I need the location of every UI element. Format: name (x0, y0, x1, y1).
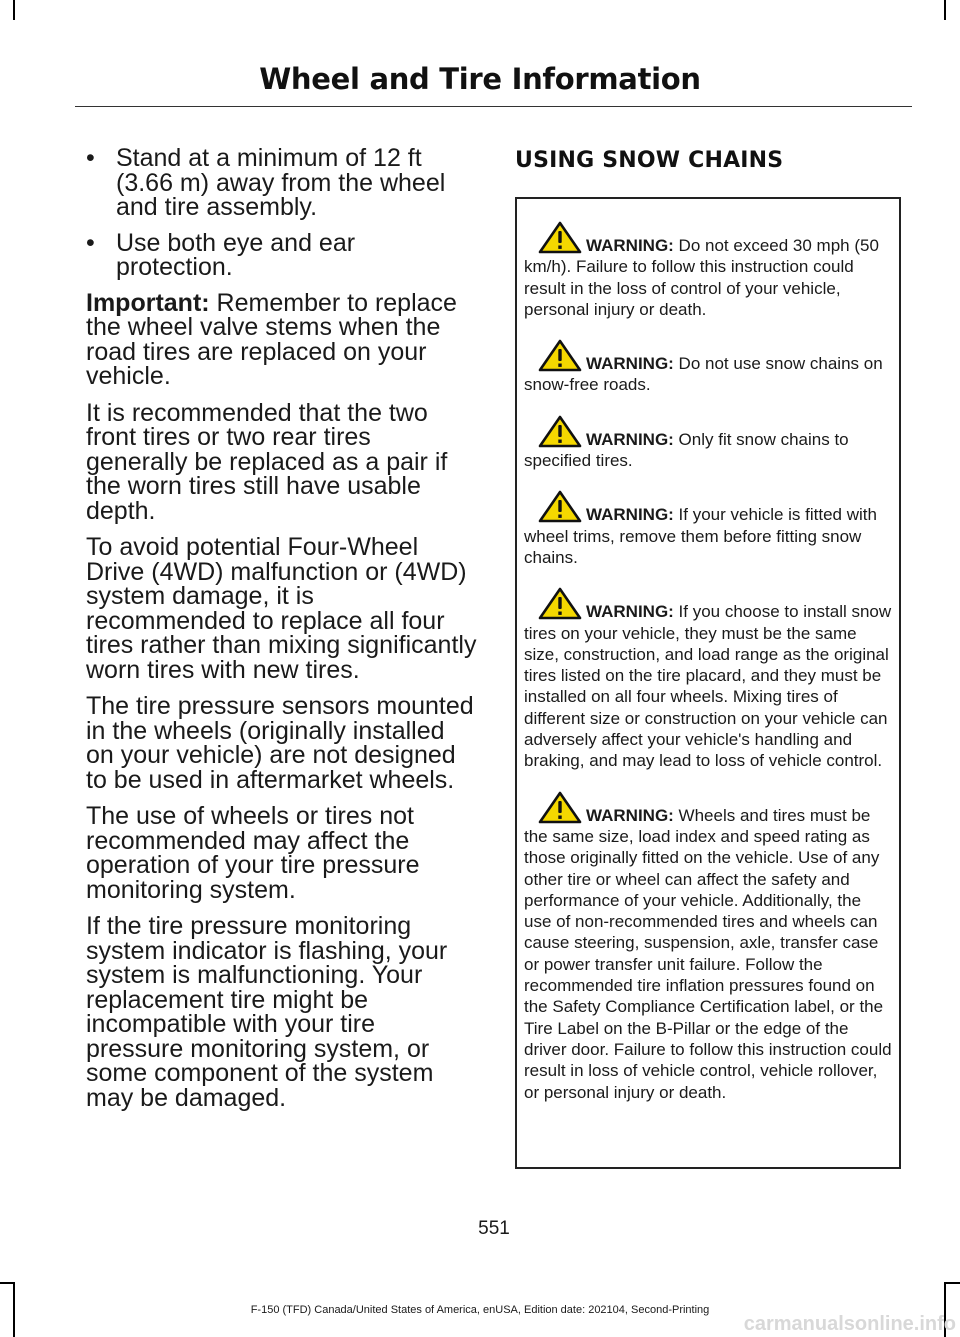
warning-item: WARNING: Do not use snow chains on snow-free roads. (524, 339, 893, 396)
paragraph: To avoid potential Four-Wheel Drive (4WD) malfunction or (4WD) system damage, it is recommended to replace all four tires rather than mixing significantly worn tires with new tires. (86, 533, 477, 684)
page-number: 551 (478, 1218, 510, 1239)
list-item: • Stand at a minimum of 12 ft (3.66 m) away from the wheel and tire assembly. (86, 144, 446, 221)
paragraph: If the tire pressure monitoring system indicator is flashing, your system is malfunctioning. Your replacement tire might be incompatible with your tire pressure monitoring system, or some component of the system may be damaged. (86, 912, 448, 1112)
page-title: Wheel and Tire Information (259, 62, 701, 96)
warning-box (515, 197, 901, 1169)
edition-footer: F-150 (TFD) Canada/United States of America, enUSA, Edition date: 202104, Second-Printing (250, 1304, 710, 1316)
important-note: Important: Remember to replace the wheel valve stems when the road tires are replaced on your vehicle. (86, 288, 457, 390)
warning-triangle-icon (538, 490, 582, 524)
warning-item: WARNING: Do not exceed 30 mph (50 km/h). Failure to follow this instruction could result in the loss of control of your vehicle, personal injury or death. (524, 221, 893, 320)
warning-item: WARNING: Wheels and tires must be the same size, load index and speed rating as those originally fitted on the vehicle. Use of any other tire or wheel can affect the safety and performance of your vehicle. Additionally, the use of non-recommended tires and wheels can cause steering, suspension, axle, transfer case or power transfer unit failure. Follow the recommended tire inflation pressures found on the Safety Compliance Certification label, or the Tire Label on the B-Pillar or the edge of the driver door. Failure to follow this instruction could result in loss of vehicle control, vehicle rollover, or personal injury or death. (524, 791, 893, 1103)
crop-mark-bottom-right-h (944, 1282, 960, 1284)
warning-triangle-icon (538, 221, 582, 255)
warning-triangle-icon (538, 415, 582, 449)
paragraph: The use of wheels or tires not recommended may affect the operation of your tire pressure monitoring system. (86, 802, 420, 904)
crop-mark-top-left (13, 0, 15, 20)
warning-item: WARNING: If you choose to install snow tires on your vehicle, they must be the same size, construction, and load range as the original tires listed on the tire placard, and they must be installed on all four wheels. Mixing tires of different size or construction on your vehicle can adversely affect your vehicle's handling and braking, and may lead to loss of vehicle control. (524, 587, 893, 771)
list-item: • Use both eye and ear protection. (86, 228, 356, 281)
crop-mark-top-right (944, 0, 946, 20)
important-label: Important: (86, 288, 210, 317)
watermark: carmanualsonline.info (743, 1313, 956, 1335)
header-divider (75, 106, 912, 107)
warning-triangle-icon (538, 791, 582, 825)
crop-mark-bottom-left-h (0, 1282, 15, 1284)
paragraph: It is recommended that the two front tires or two rear tires generally be replaced as a pair if the worn tires still have usable depth. (86, 398, 448, 525)
warning-triangle-icon (538, 587, 582, 621)
paragraph: The tire pressure sensors mounted in the wheels (originally installed on your vehicle) are not designed to be used in aftermarket wheels. (86, 692, 474, 794)
warning-triangle-icon (538, 339, 582, 373)
section-title: USING SNOW CHAINS (515, 148, 784, 173)
warning-item: WARNING: If your vehicle is fitted with wheel trims, remove them before fitting snow chains. (524, 490, 893, 568)
warning-item: WARNING: Only fit snow chains to specified tires. (524, 415, 893, 472)
left-column (86, 146, 478, 1122)
